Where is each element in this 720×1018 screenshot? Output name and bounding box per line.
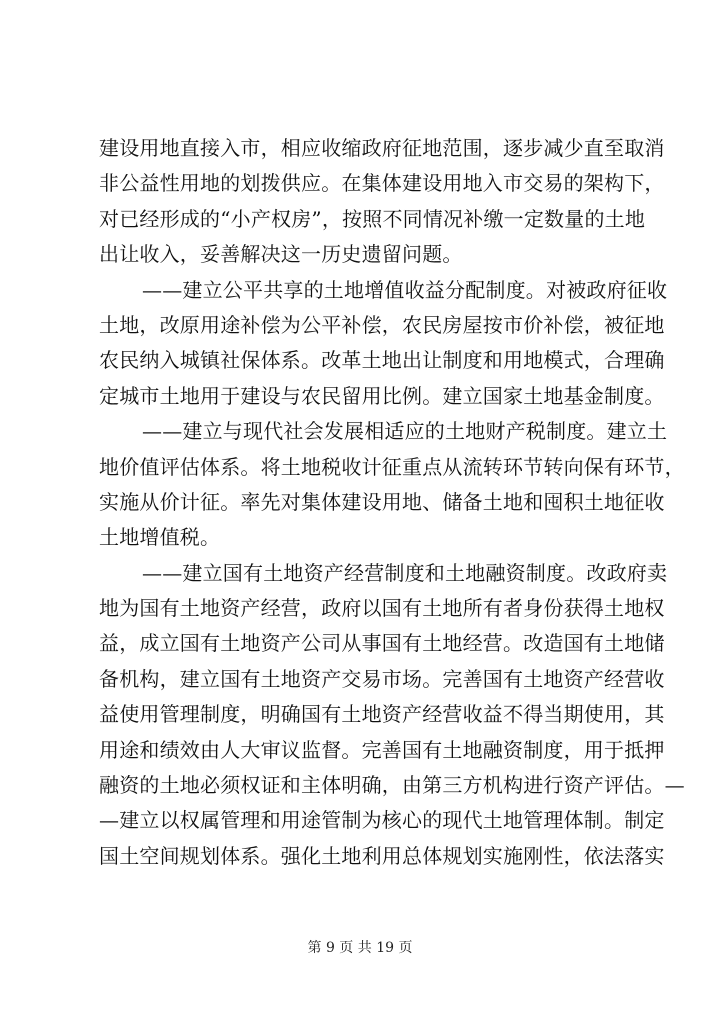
text-line-20: —建立以权属管理和用途管制为核心的现代土地管理体制。制定: [99, 808, 665, 833]
text-line-1: 建设用地直接入市，相应收缩政府征地范围，逐步减少直至取消: [99, 136, 665, 160]
text-line-19: 融资的土地必须权证和主体明确，由第三方机构进行资产评估。—: [99, 773, 685, 798]
text-line-9: ——建立与现代社会发展相适应的土地财产税制度。建立土: [142, 419, 668, 444]
text-line-13: ——建立国有土地资产经营制度和土地融资制度。改政府卖: [142, 560, 668, 585]
text-line-12: 土地增值税。: [99, 525, 221, 550]
text-line-11: 实施从价计征。率先对集体建设用地、储备土地和囤积土地征收: [99, 489, 665, 514]
text-line-3: 对已经形成的“小产权房”，按照不同情况补缴一定数量的土地: [99, 206, 646, 231]
text-line-21: 国土空间规划体系。强化土地利用总体规划实施刚性，依法落实: [99, 843, 665, 868]
text-line-4: 出让收入，妥善解决这一历史遗留问题。: [99, 242, 463, 267]
text-line-17: 益使用管理制度，明确国有土地资产经营收益不得当期使用，其: [99, 702, 665, 727]
document-body: [99, 131, 685, 874]
text-line-16: 备机构，建立国有土地资产交易市场。完善国有土地资产经营收: [99, 666, 665, 691]
text-line-10: 地价值评估体系。将土地税收计征重点从流转环节转向保有环节，: [99, 454, 685, 479]
text-line-6: 土地，改原用途补偿为公平补偿，农民房屋按市价补偿，被征地: [99, 312, 665, 337]
page-number-footer: 第 9 页 共 19 页: [307, 940, 413, 956]
text-line-14: 地为国有土地资产经营，政府以国有土地所有者身份获得土地权: [99, 596, 665, 621]
text-line-7: 农民纳入城镇社保体系。改革土地出让制度和用地模式，合理确: [99, 348, 665, 373]
text-line-5: ——建立公平共享的土地增值收益分配制度。对被政府征收: [142, 277, 668, 302]
text-line-18: 用途和绩效由人大审议监督。完善国有土地融资制度，用于抵押: [99, 737, 665, 762]
text-line-2: 非公益性用地的划拨供应。在集体建设用地入市交易的架构下，: [99, 171, 665, 196]
text-line-15: 益，成立国有土地资产公司从事国有土地经营。改造国有土地储: [99, 631, 665, 656]
text-line-8: 定城市土地用于建设与农民留用比例。建立国家土地基金制度。: [99, 383, 665, 408]
